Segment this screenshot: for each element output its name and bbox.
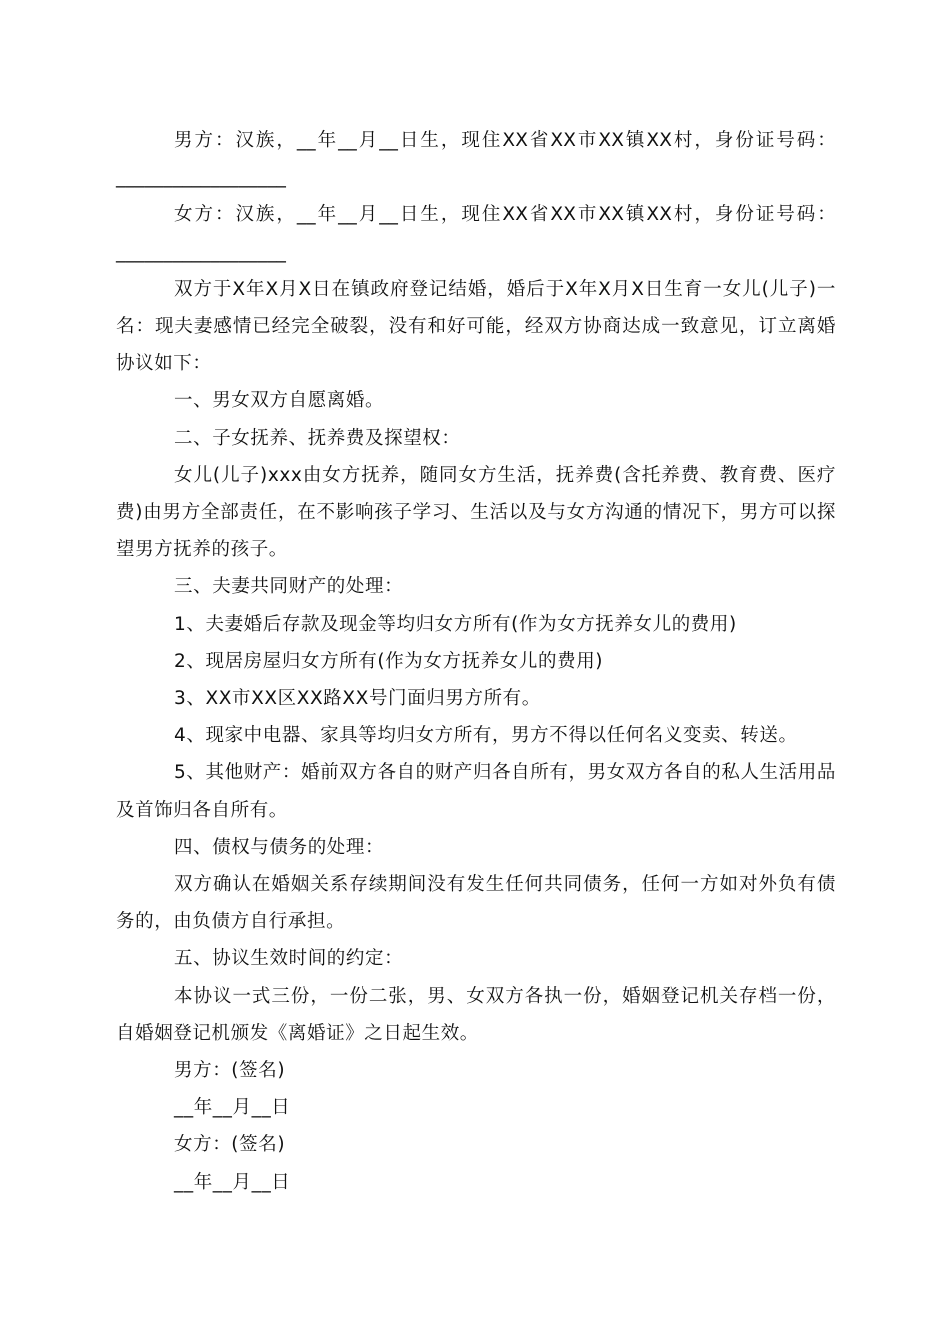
female-signature: 女方：(签名) [174,1134,286,1156]
section-5-body: 本协议一式三份，一份二张，男、女双方各执一份，婚姻登记机关存档一份，自婚姻登记机颁发《离婚证》之日起生效。 [116,985,836,1044]
section-3-item-1: 1、夫妻婚后存款及现金等均归女方所有(作为女方抚养女儿的费用) [174,613,737,635]
male-signature-date: __年__月__日 [174,1097,291,1119]
male-party-info: 男方：汉族，__年__月__日生，现住XX省XX市XX镇XX村，身份证号码：__________________ [116,130,836,189]
female-party-info: 女方：汉族，__年__月__日生，现住XX省XX市XX镇XX村，身份证号码：__________________ [116,204,836,263]
section-2-body: 女儿(儿子)xxx由女方抚养，随同女方生活，抚养费(含托养费、教育费、医疗费)由男方全部责任，在不影响孩子学习、生活以及与女方沟通的情况下，男方可以探望男方抚养的孩子。 [116,464,836,561]
section-4-body: 双方确认在婚姻关系存续期间没有发生任何共同债务，任何一方如对外负有债务的，由负债方自行承担。 [116,874,836,933]
section-1: 一、男女双方自愿离婚。 [174,390,385,412]
section-2-title: 二、子女抚养、抚养费及探望权： [174,427,461,449]
section-3-item-5: 5、其他财产：婚前双方各自的财产归各自所有，男女双方各自的私人生活用品及首饰归各自所有。 [116,762,836,821]
section-5-title: 五、协议生效时间的约定： [174,948,404,970]
agreement-body [116,122,836,1201]
male-signature: 男方：(签名) [174,1060,286,1082]
section-3-title: 三、夫妻共同财产的处理： [174,576,404,598]
section-3-item-2: 2、现居房屋归女方所有(作为女方抚养女儿的费用) [174,650,604,672]
female-signature-date: __年__月__日 [174,1171,291,1193]
section-3-item-4: 4、现家中电器、家具等均归女方所有，男方不得以任何名义变卖、转送。 [174,725,798,747]
intro-paragraph: 双方于X年X月X日在镇政府登记结婚，婚后于X年X月X日生育一女儿(儿子)一名：现夫妻感情已经完全破裂，没有和好可能，经双方协商达成一致意见，订立离婚协议如下： [116,278,836,375]
section-3-item-3: 3、XX市XX区XX路XX号门面归男方所有。 [174,688,541,710]
section-4-title: 四、债权与债务的处理： [174,836,385,858]
